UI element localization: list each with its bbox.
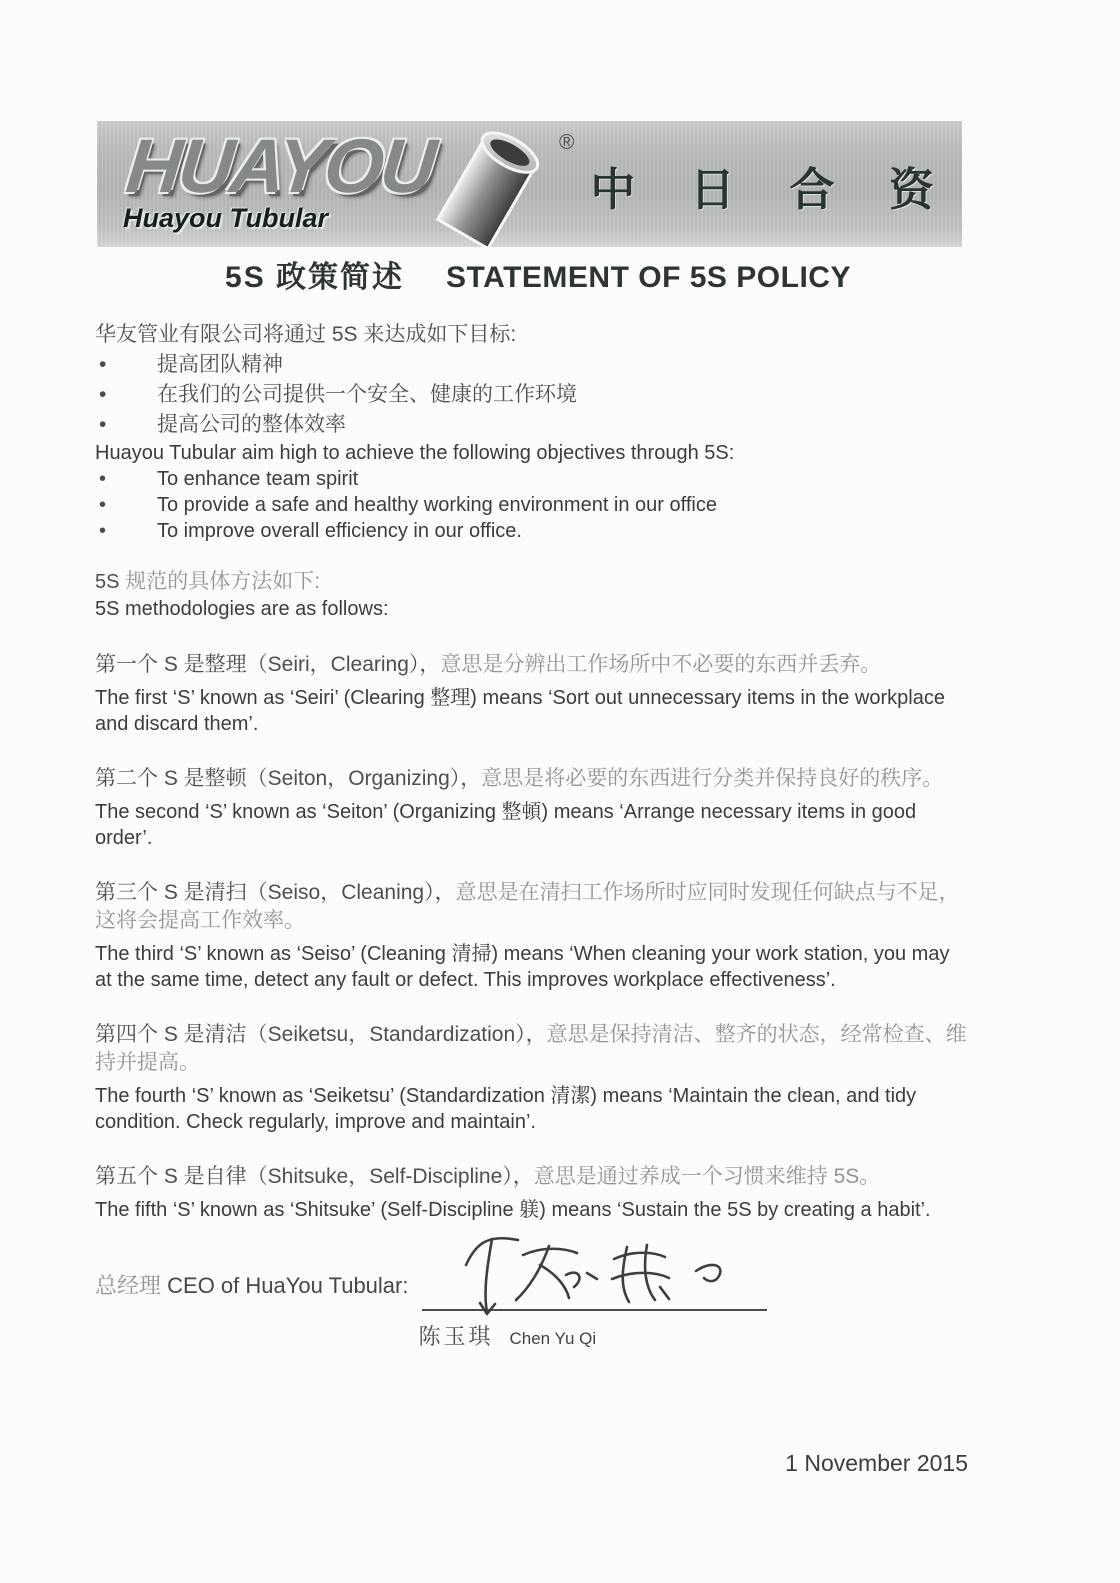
registered-mark-icon: ® — [559, 131, 575, 154]
bullet-icon: • — [99, 353, 107, 376]
signature-handwriting — [428, 1207, 758, 1325]
objective-en-text: To improve overall efficiency in our office. — [157, 520, 522, 542]
objective-en-text: To enhance team spirit — [157, 468, 359, 490]
cn-lead: 第四个 S 是清洁（Seiketsu，Standardization）， — [95, 1023, 547, 1046]
signature-label — [95, 1269, 408, 1351]
list-item — [95, 350, 967, 380]
cn-meaning: 意思是分辨出工作场所中不必要的东西并丢弃。 — [440, 653, 882, 676]
signature-block — [408, 1269, 767, 1351]
five-s-cn-line — [95, 765, 967, 793]
heading-cn-rest: 规范的具体方法如下: — [119, 570, 321, 593]
five-s-cn-line — [95, 1163, 967, 1191]
list-item — [95, 492, 967, 518]
cn-lead: 第一个 S 是整理（Seiri，Clearing）， — [95, 653, 441, 676]
document-date: 1 November 2015 — [785, 1450, 968, 1476]
objective-cn-text: 提高团队精神 — [157, 353, 283, 376]
five-s-item-4 — [95, 1021, 967, 1135]
objective-en-text: To provide a safe and healthy working environment in our office — [157, 494, 717, 516]
five-s-sections — [95, 651, 967, 1223]
header-banner — [97, 121, 962, 247]
objectives-en-list — [95, 466, 967, 544]
bullet-icon: • — [99, 383, 107, 406]
five-s-en-line: The fifth ‘S’ known as ‘Shitsuke’ (Self-Discipline 躾) means ‘Sustain the 5S by creating a habit’. — [95, 1199, 931, 1221]
list-item — [95, 518, 967, 544]
five-s-item-3 — [95, 879, 967, 993]
five-s-en-line: The second ‘S’ known as ‘Seiton’ (Organizing 整頓) means ‘Arrange necessary items in good order’. — [95, 801, 917, 849]
methodology-heading — [95, 568, 967, 623]
cn-meaning: 意思是保持清洁、整齐的状态，经常检查、维持并提高。 — [95, 1023, 967, 1074]
logo-subtitle: Huayou Tubular — [123, 203, 329, 233]
objectives-cn-intro: 华友管业有限公司将通过 5S 来达成如下目标: — [95, 323, 517, 346]
cn-meaning: 意思是通过养成一个习惯来维持 5S。 — [533, 1165, 881, 1188]
cn-lead: 第二个 S 是整顿（Seiton，Organizing）， — [95, 767, 482, 790]
bullet-icon: • — [99, 520, 107, 542]
huayou-logo — [97, 121, 577, 247]
cn-meaning: 意思是在清扫工作场所时应同时发现任何缺点与不足，这将会提高工作效率。 — [95, 881, 960, 932]
title-en: STATEMENT OF 5S POLICY — [446, 261, 851, 294]
five-s-cn-line — [95, 879, 967, 935]
five-s-en-line: The fourth ‘S’ known as ‘Seiketsu’ (Standardization 清潔) means ‘Maintain the clean, and tidy condition. Check regularly, improve and maintain’. — [95, 1085, 917, 1133]
bullet-icon: • — [99, 468, 107, 490]
objectives-en-intro: Huayou Tubular aim high to achieve the following objectives through 5S: — [95, 442, 735, 464]
signature-line — [422, 1269, 767, 1311]
five-s-cn-line — [95, 1021, 967, 1077]
document-body — [95, 320, 967, 1351]
document-title — [0, 252, 1076, 296]
five-s-en-line: The first ‘S’ known as ‘Seiri’ (Clearing 整理) means ‘Sort out unnecessary items in the workplace and discard them’. — [95, 687, 945, 735]
methodology-heading-en: 5S methodologies are as follows: — [95, 598, 389, 620]
cn-meaning: 意思是将必要的东西进行分类并保持良好的秩序。 — [481, 767, 944, 790]
five-s-en-line: The third ‘S’ known as ‘Seiso’ (Cleaning 清掃) means ‘When cleaning your work station, you may at the same time, detect any fault or defect. This improves workplace effectiveness’. — [95, 943, 950, 991]
list-item — [95, 410, 967, 440]
bullet-icon: • — [99, 413, 107, 436]
pipe-icon — [415, 123, 565, 247]
methodology-heading-cn — [95, 568, 967, 596]
list-item — [95, 380, 967, 410]
title-cn: 5S 政策简述 — [225, 261, 405, 294]
list-item — [95, 466, 967, 492]
objective-cn-text: 提高公司的整体效率 — [157, 413, 346, 436]
logo-wordmark: HUAYOU — [122, 124, 438, 209]
objective-cn-text: 在我们的公司提供一个安全、健康的工作环境 — [157, 383, 577, 406]
heading-cn-bold: 5S — [95, 571, 120, 593]
signer-name-cn: 陈玉琪 — [418, 1324, 494, 1349]
signature-label-cn: 总经理 — [95, 1273, 162, 1298]
five-s-item-1 — [95, 651, 967, 737]
bullet-icon: • — [99, 494, 107, 516]
joint-venture-text: 中 日 合 资 — [590, 164, 934, 215]
five-s-item-2 — [95, 765, 967, 851]
signer-name-en: Chen Yu Qi — [509, 1329, 597, 1348]
cn-lead: 第五个 S 是自律（Shitsuke，Self-Discipline）， — [95, 1165, 534, 1188]
objectives-cn-list — [95, 350, 967, 440]
cn-lead: 第三个 S 是清扫（Seiso，Cleaning）， — [95, 881, 456, 904]
signature-label-en: CEO of HuaYou Tubular: — [167, 1273, 409, 1298]
signature-section — [95, 1269, 967, 1351]
five-s-cn-line — [95, 651, 967, 679]
